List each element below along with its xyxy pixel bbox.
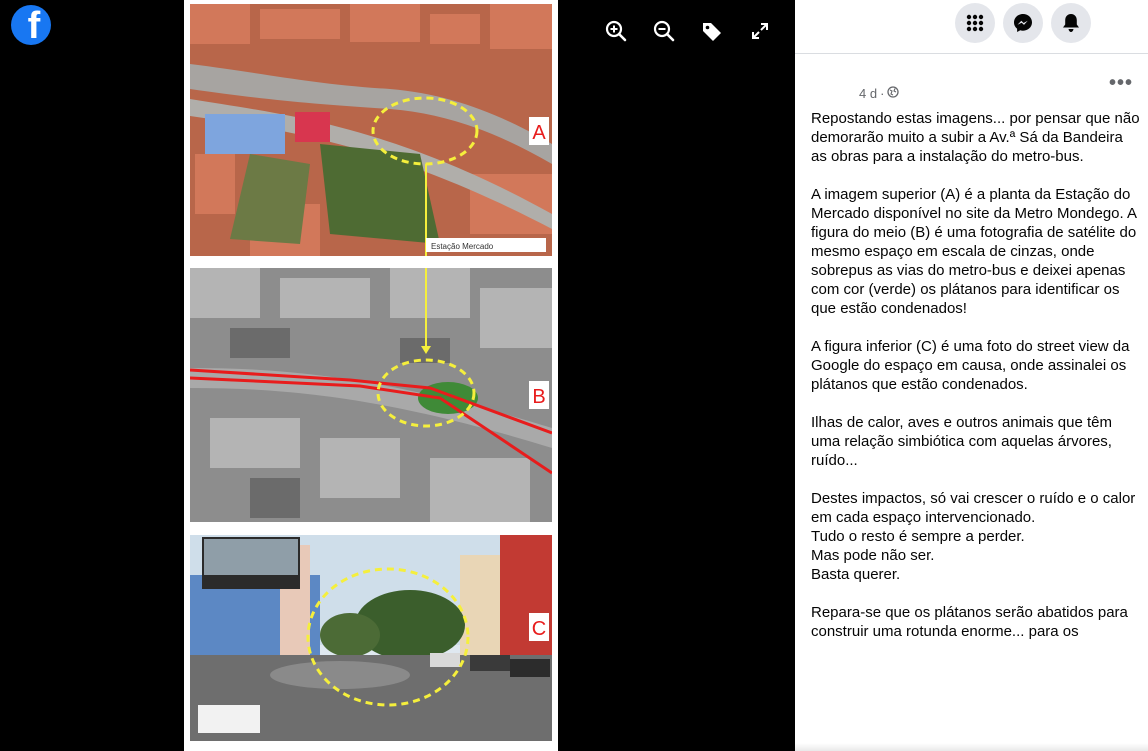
messenger-icon[interactable] bbox=[1003, 3, 1043, 43]
post-meta bbox=[859, 86, 899, 101]
facebook-logo-icon[interactable]: f bbox=[11, 5, 51, 45]
meta-separator: · bbox=[880, 86, 885, 101]
panel-b-satellite bbox=[190, 268, 552, 522]
panel-c-street-view bbox=[190, 535, 552, 741]
post-photo[interactable] bbox=[184, 0, 558, 751]
post-sidebar bbox=[795, 0, 1148, 751]
panel-a-aerial-plan bbox=[190, 4, 552, 256]
scroll-shadow bbox=[795, 743, 1148, 751]
zoom-in-icon[interactable] bbox=[604, 14, 628, 48]
globe-icon bbox=[887, 86, 899, 101]
station-caption: Estação Mercado bbox=[431, 242, 494, 251]
tag-icon[interactable] bbox=[700, 14, 724, 48]
zoom-out-icon[interactable] bbox=[652, 14, 676, 48]
panel-c-label: C bbox=[531, 618, 547, 640]
photo-toolbar bbox=[604, 14, 772, 48]
top-bar bbox=[795, 0, 1148, 54]
panel-b-label: B bbox=[532, 386, 546, 408]
post-text: Repostando estas imagens... por pensar que não demorarão muito a subir a Av.ª Sá da Bandeira as obras para a instalação do metro-bus. A imagem superior (A) é a planta da Estação do Mercado disponível no site da Metro Mondego. A figura do meio (B) é uma fotografia de satélite do mesmo espaço em escala de cinzas, onde sobrepus as vias do metro-bus e deixei apenas com cor (verde) os plátanos para identificar os que estão condenados! A figura inferior (C) é uma foto do street view da Google do espaço em causa, onde assinalei os plátanos que estão condenados. Ilhas de calor, aves e outros animais que têm uma relação simbiótica com aquelas árvores, ruído... Destes impactos, só vai crescer o ruído e o calor em cada espaço intervencionado. Tudo o resto é sempre a perder. Mas pode não ser. Basta querer. Repara-se que os plátanos serão abatidos para construir uma rotunda enorme... para os bbox=[811, 110, 1140, 640]
fullscreen-icon[interactable] bbox=[748, 14, 772, 48]
notifications-bell-icon[interactable] bbox=[1051, 3, 1091, 43]
panel-a-label: A bbox=[532, 122, 546, 144]
post-time[interactable]: 4 d bbox=[859, 86, 878, 101]
post-options-button[interactable]: ••• bbox=[1108, 72, 1133, 94]
menu-grid-icon[interactable] bbox=[955, 3, 995, 43]
